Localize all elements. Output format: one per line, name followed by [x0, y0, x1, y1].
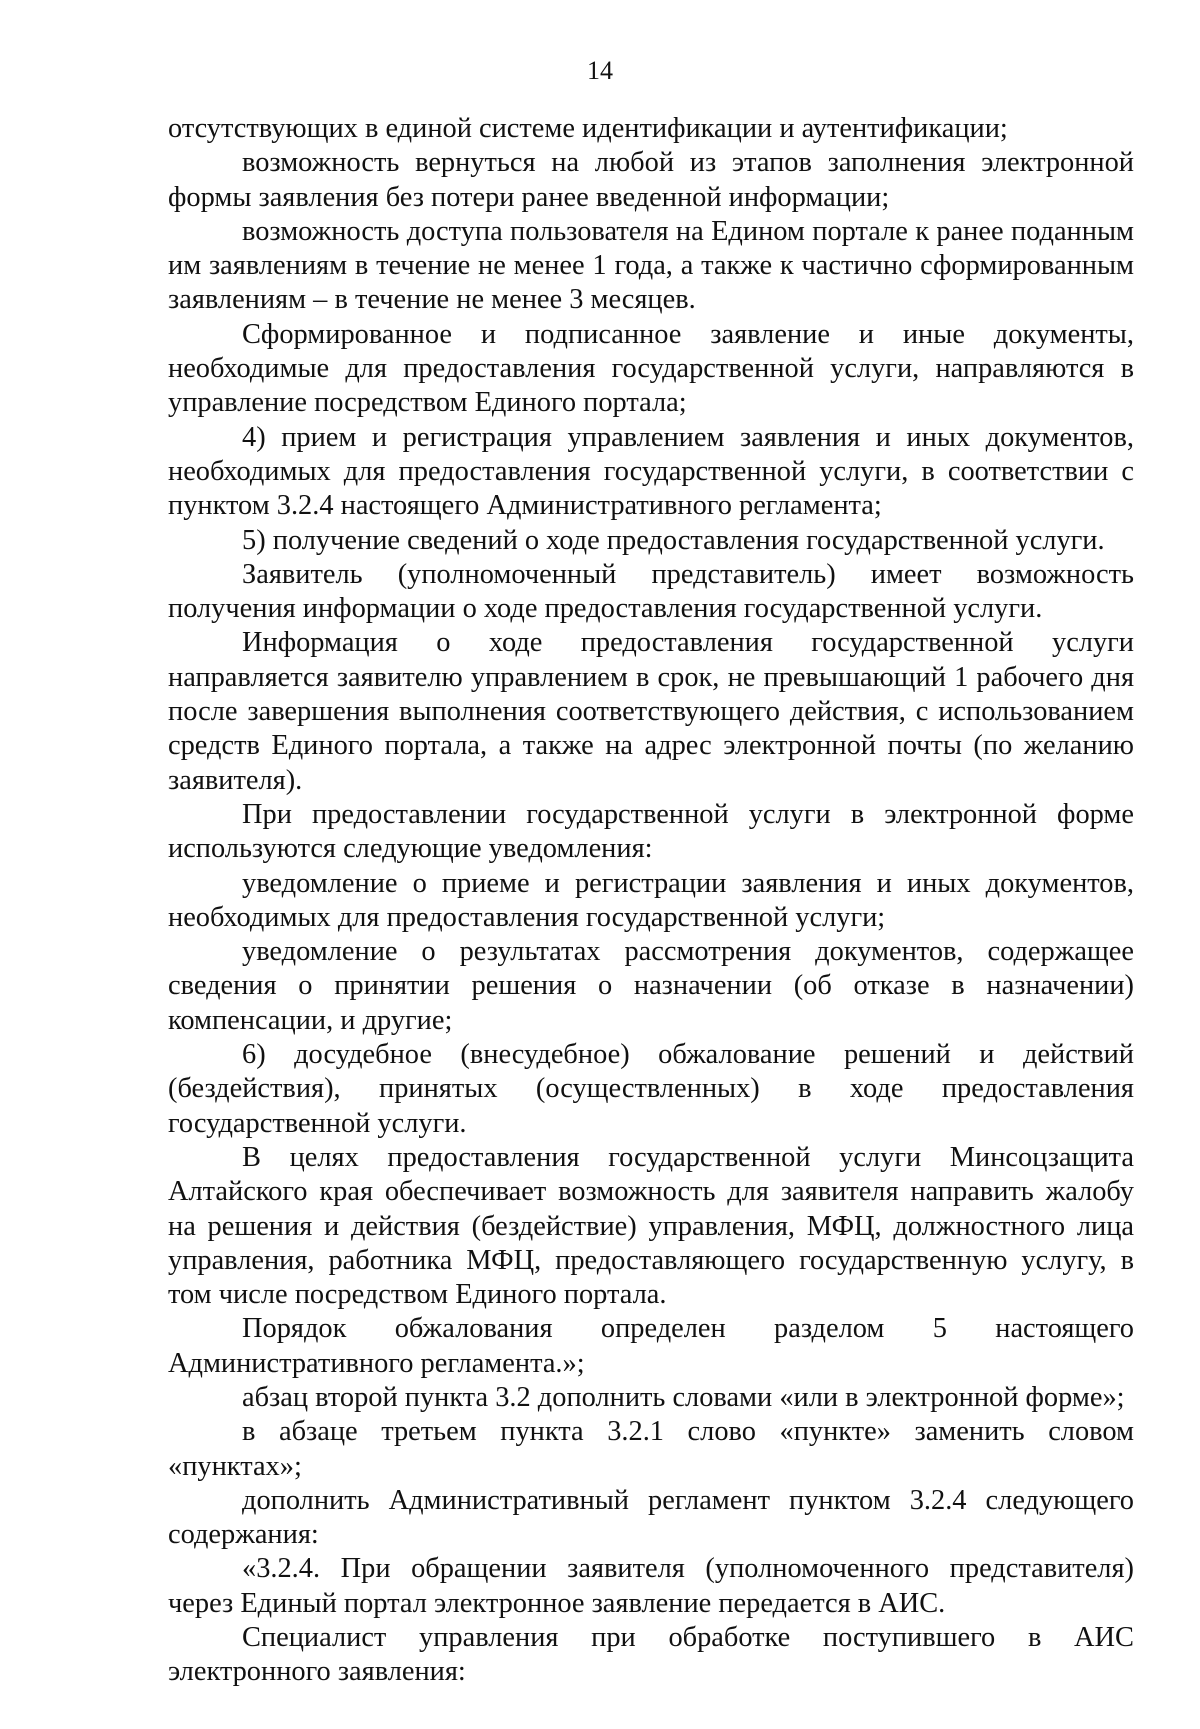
- paragraph: «3.2.4. При обращении заявителя (уполномоченного представителя) через Единый портал электронное заявление передается в АИС.: [168, 1553, 1134, 1619]
- paragraph: Порядок обжалования определен разделом 5 настоящего Административного регламента.»;: [168, 1313, 1134, 1379]
- paragraph: в абзаце третьем пункта 3.2.1 слово «пункте» заменить словом «пунктах»;: [168, 1416, 1134, 1482]
- paragraph: 4) прием и регистрация управлением заявления и иных документов, необходимых для предоставления государственной услуги, в соответствии с пунктом 3.2.4 настоящего Административного регламента;: [168, 421, 1134, 522]
- paragraph: уведомление о приеме и регистрации заявления и иных документов, необходимых для предоставления государственной услуги;: [168, 867, 1134, 933]
- document-body: [168, 112, 1134, 1690]
- paragraph: 5) получение сведений о ходе предоставления государственной услуги.: [242, 524, 1105, 556]
- paragraph: В целях предоставления государственной услуги Минсоцзащита Алтайского края обеспечивает возможность для заявителя направить жалобу на решения и действия (бездействие) управления, МФЦ, должностного лица управления, работника МФЦ, предоставляющего государственную услугу, в том числе посредством Единого портала.: [168, 1141, 1134, 1311]
- paragraph: дополнить Административный регламент пунктом 3.2.4 следующего содержания:: [168, 1484, 1134, 1551]
- paragraph: Сформированное и подписанное заявление и иные документы, необходимые для предоставления государственной услуги, направляются в управление посредством Единого портала;: [168, 318, 1134, 419]
- paragraph: Информация о ходе предоставления государственной услуги направляется заявителю управлением в срок, не превышающий 1 рабочего дня после завершения выполнения соответствующего действия, с использованием средств Единого портала, а также на адрес электронной почты (по желанию заявителя).: [168, 627, 1134, 796]
- paragraph: абзац второй пункта 3.2 дополнить словами «или в электронной форме»;: [242, 1381, 1125, 1413]
- page-number: 14: [587, 56, 613, 85]
- paragraph: Специалист управления при обработке поступившего в АИС электронного заявления:: [168, 1622, 1134, 1688]
- paragraph: уведомление о результатах рассмотрения документов, содержащее сведения о принятии решения о назначении (об отказе в назначении) компенсации, и другие;: [168, 936, 1134, 1036]
- paragraph: 6) досудебное (внесудебное) обжалование решений и действий (бездействия), принятых (осуществленных) в ходе предоставления государственной услуги.: [168, 1039, 1134, 1139]
- paragraph: возможность доступа пользователя на Едином портале к ранее поданным им заявлениям в течение не менее 1 года, а также к частично сформированным заявлениям – в течение не менее 3 месяцев.: [168, 215, 1134, 316]
- paragraph: Заявитель (уполномоченный представитель) имеет возможность получения информации о ходе предоставления государственной услуги.: [168, 558, 1134, 625]
- paragraph: При предоставлении государственной услуги в электронной форме используются следующие уведомления:: [168, 798, 1134, 865]
- paragraph: отсутствующих в единой системе идентификации и аутентификации;: [168, 113, 1008, 144]
- paragraph: возможность вернуться на любой из этапов заполнения электронной формы заявления без потери ранее введенной информации;: [168, 147, 1134, 213]
